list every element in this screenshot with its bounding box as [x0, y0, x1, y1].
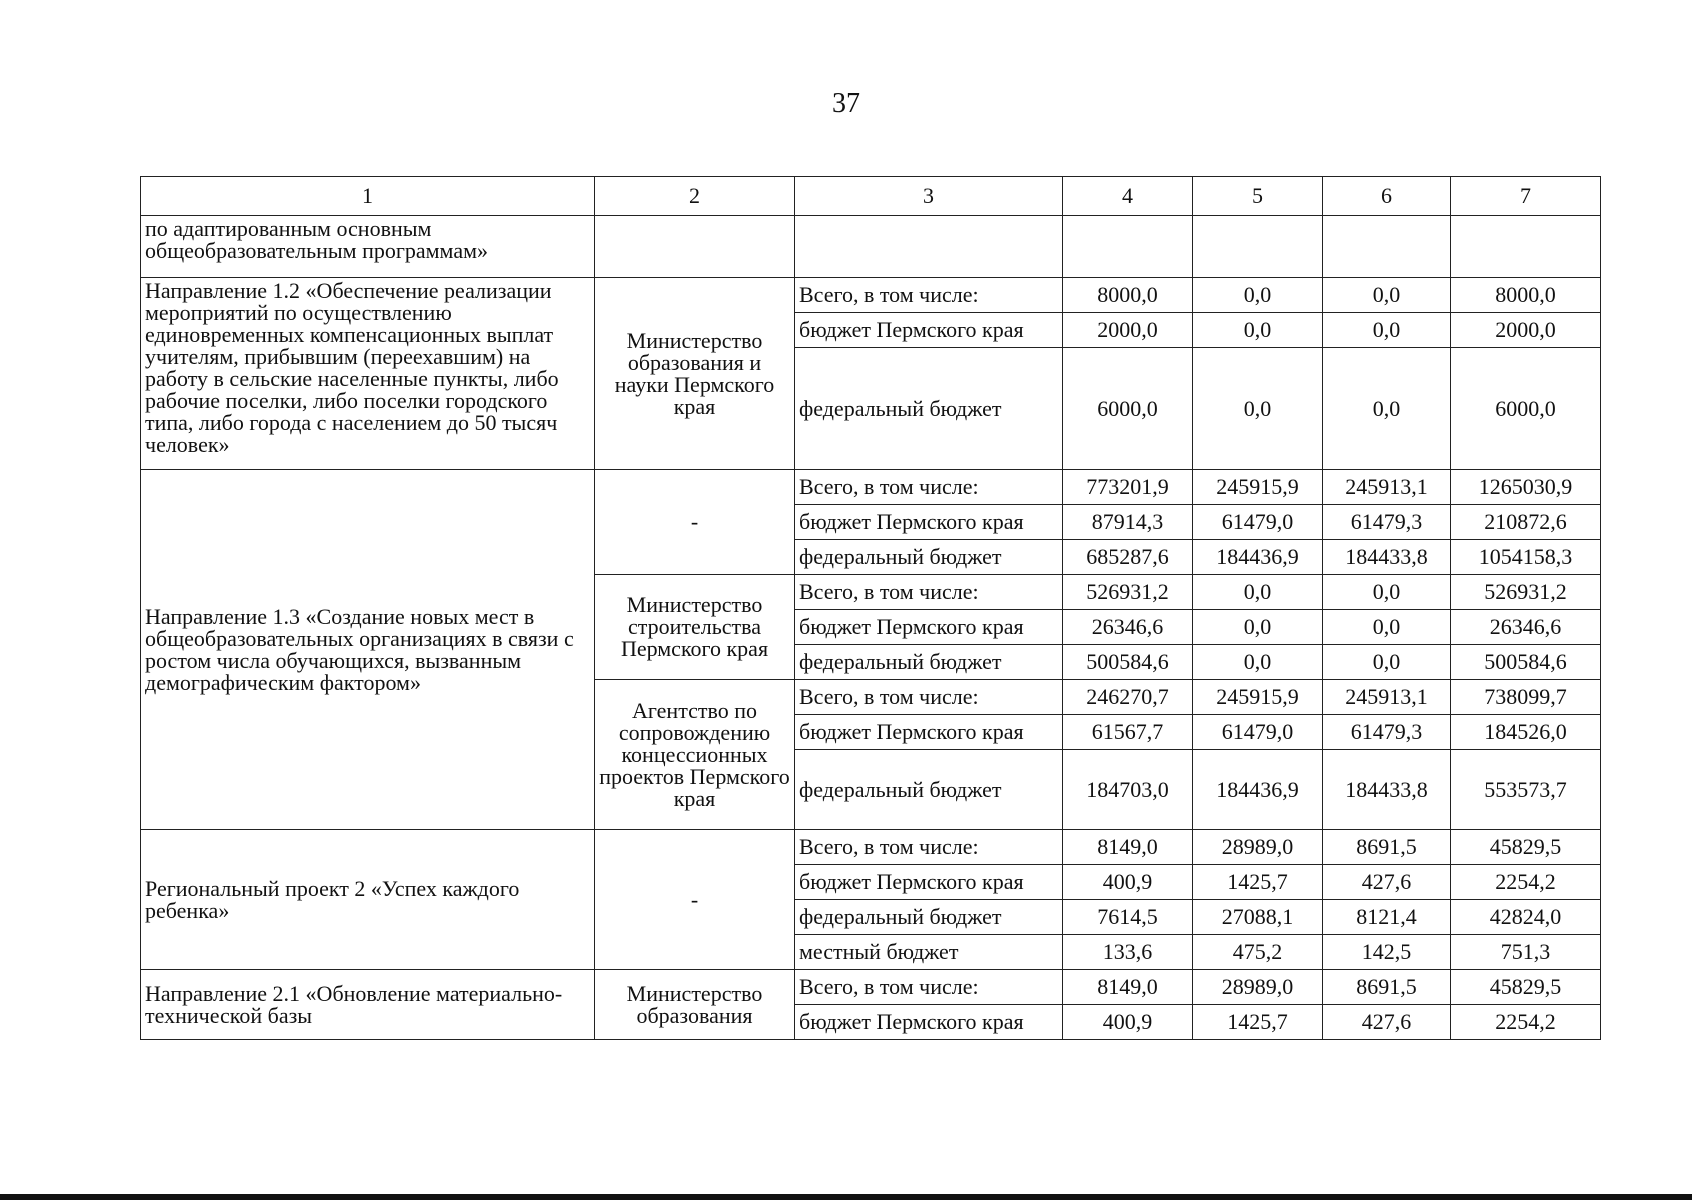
- value-cell: 184526,0: [1451, 715, 1601, 750]
- program-name-cell: Направление 1.2 «Обеспечение реализации мероприятий по осуществлению единовременных компенсационных выплат учителям, прибывшим (переехавшим) на работу в сельские населенные пункты, либо рабочие поселки, либо поселки городского типа, либо города с населением до 50 тысяч человек»: [141, 278, 595, 470]
- header-cell: 7: [1451, 177, 1601, 216]
- value-cell: 245915,9: [1193, 680, 1323, 715]
- executor-cell: -: [595, 470, 795, 575]
- budget-table: [140, 176, 1601, 1040]
- value-cell: 245913,1: [1323, 680, 1451, 715]
- value-cell: 8691,5: [1323, 970, 1451, 1005]
- source-cell: бюджет Пермского края: [795, 610, 1063, 645]
- table-row: [141, 278, 1601, 313]
- value-cell: 8149,0: [1063, 970, 1193, 1005]
- source-cell: Всего, в том числе:: [795, 575, 1063, 610]
- value-cell: 0,0: [1323, 313, 1451, 348]
- value-cell: 0,0: [1193, 348, 1323, 470]
- source-cell: федеральный бюджет: [795, 900, 1063, 935]
- program-name-cell: по адаптированным основным общеобразовательным программам»: [141, 216, 595, 278]
- source-cell: Всего, в том числе:: [795, 470, 1063, 505]
- header-cell: 6: [1323, 177, 1451, 216]
- value-cell: 61479,3: [1323, 505, 1451, 540]
- executor-cell: -: [595, 830, 795, 970]
- header-cell: 4: [1063, 177, 1193, 216]
- value-cell: 475,2: [1193, 935, 1323, 970]
- header-cell: 3: [795, 177, 1063, 216]
- value-cell: 27088,1: [1193, 900, 1323, 935]
- value-cell: 26346,6: [1063, 610, 1193, 645]
- empty-cell: [595, 216, 795, 278]
- value-cell: 427,6: [1323, 1005, 1451, 1040]
- value-cell: 400,9: [1063, 1005, 1193, 1040]
- executor-cell: Министерство строительства Пермского края: [595, 575, 795, 680]
- value-cell: 61567,7: [1063, 715, 1193, 750]
- value-cell: 0,0: [1193, 313, 1323, 348]
- program-name-cell: Направление 2.1 «Обновление материально-технической базы: [141, 970, 595, 1040]
- source-cell: Всего, в том числе:: [795, 278, 1063, 313]
- value-cell: 738099,7: [1451, 680, 1601, 715]
- value-cell: 245915,9: [1193, 470, 1323, 505]
- value-cell: 6000,0: [1451, 348, 1601, 470]
- source-cell: Всего, в том числе:: [795, 680, 1063, 715]
- value-cell: 246270,7: [1063, 680, 1193, 715]
- empty-cell: [1451, 216, 1601, 278]
- value-cell: 7614,5: [1063, 900, 1193, 935]
- header-cell: 1: [141, 177, 595, 216]
- value-cell: 245913,1: [1323, 470, 1451, 505]
- scan-edge-line: [0, 1194, 1692, 1200]
- value-cell: 0,0: [1323, 645, 1451, 680]
- value-cell: 28989,0: [1193, 970, 1323, 1005]
- value-cell: 61479,0: [1193, 715, 1323, 750]
- value-cell: 42824,0: [1451, 900, 1601, 935]
- source-cell: бюджет Пермского края: [795, 865, 1063, 900]
- value-cell: 184436,9: [1193, 750, 1323, 830]
- source-cell: федеральный бюджет: [795, 645, 1063, 680]
- empty-cell: [1193, 216, 1323, 278]
- value-cell: 751,3: [1451, 935, 1601, 970]
- value-cell: 526931,2: [1451, 575, 1601, 610]
- source-cell: бюджет Пермского края: [795, 1005, 1063, 1040]
- source-cell: бюджет Пермского края: [795, 505, 1063, 540]
- value-cell: 0,0: [1193, 610, 1323, 645]
- value-cell: 2000,0: [1063, 313, 1193, 348]
- empty-cell: [1323, 216, 1451, 278]
- value-cell: 0,0: [1193, 278, 1323, 313]
- value-cell: 8691,5: [1323, 830, 1451, 865]
- value-cell: 0,0: [1193, 645, 1323, 680]
- program-name-cell: Направление 1.3 «Создание новых мест в общеобразовательных организациях в связи с ростом числа обучающихся, вызванным демографическим фактором»: [141, 470, 595, 830]
- table-row: [141, 970, 1601, 1005]
- source-cell: бюджет Пермского края: [795, 715, 1063, 750]
- value-cell: 210872,6: [1451, 505, 1601, 540]
- value-cell: 1425,7: [1193, 865, 1323, 900]
- header-cell: 5: [1193, 177, 1323, 216]
- source-cell: бюджет Пермского края: [795, 313, 1063, 348]
- value-cell: 87914,3: [1063, 505, 1193, 540]
- source-cell: федеральный бюджет: [795, 540, 1063, 575]
- value-cell: 8121,4: [1323, 900, 1451, 935]
- executor-cell: Министерство образования и науки Пермского края: [595, 278, 795, 470]
- value-cell: 45829,5: [1451, 830, 1601, 865]
- value-cell: 2254,2: [1451, 865, 1601, 900]
- value-cell: 0,0: [1323, 610, 1451, 645]
- value-cell: 500584,6: [1451, 645, 1601, 680]
- value-cell: 0,0: [1323, 348, 1451, 470]
- value-cell: 685287,6: [1063, 540, 1193, 575]
- value-cell: 0,0: [1323, 278, 1451, 313]
- empty-cell: [1063, 216, 1193, 278]
- value-cell: 28989,0: [1193, 830, 1323, 865]
- source-cell: Всего, в том числе:: [795, 830, 1063, 865]
- table-row: [141, 216, 1601, 278]
- value-cell: 400,9: [1063, 865, 1193, 900]
- program-name-cell: Региональный проект 2 «Успех каждого ребенка»: [141, 830, 595, 970]
- table-row: [141, 830, 1601, 865]
- value-cell: 6000,0: [1063, 348, 1193, 470]
- source-cell: федеральный бюджет: [795, 750, 1063, 830]
- value-cell: 427,6: [1323, 865, 1451, 900]
- source-cell: федеральный бюджет: [795, 348, 1063, 470]
- value-cell: 8149,0: [1063, 830, 1193, 865]
- executor-cell: Агентство по сопровождению концессионных проектов Пермского края: [595, 680, 795, 830]
- value-cell: 2254,2: [1451, 1005, 1601, 1040]
- value-cell: 0,0: [1323, 575, 1451, 610]
- value-cell: 26346,6: [1451, 610, 1601, 645]
- value-cell: 1425,7: [1193, 1005, 1323, 1040]
- value-cell: 45829,5: [1451, 970, 1601, 1005]
- value-cell: 184436,9: [1193, 540, 1323, 575]
- value-cell: 61479,3: [1323, 715, 1451, 750]
- header-row: [141, 177, 1601, 216]
- empty-cell: [795, 216, 1063, 278]
- table-row: [141, 470, 1601, 505]
- value-cell: 8000,0: [1063, 278, 1193, 313]
- source-cell: Всего, в том числе:: [795, 970, 1063, 1005]
- value-cell: 2000,0: [1451, 313, 1601, 348]
- executor-cell: Министерство образования: [595, 970, 795, 1040]
- value-cell: 526931,2: [1063, 575, 1193, 610]
- value-cell: 773201,9: [1063, 470, 1193, 505]
- value-cell: 553573,7: [1451, 750, 1601, 830]
- value-cell: 1265030,9: [1451, 470, 1601, 505]
- value-cell: 133,6: [1063, 935, 1193, 970]
- value-cell: 184703,0: [1063, 750, 1193, 830]
- value-cell: 8000,0: [1451, 278, 1601, 313]
- value-cell: 500584,6: [1063, 645, 1193, 680]
- value-cell: 184433,8: [1323, 540, 1451, 575]
- value-cell: 1054158,3: [1451, 540, 1601, 575]
- header-cell: 2: [595, 177, 795, 216]
- value-cell: 0,0: [1193, 575, 1323, 610]
- page-number: 37: [832, 88, 860, 119]
- value-cell: 61479,0: [1193, 505, 1323, 540]
- source-cell: местный бюджет: [795, 935, 1063, 970]
- value-cell: 142,5: [1323, 935, 1451, 970]
- value-cell: 184433,8: [1323, 750, 1451, 830]
